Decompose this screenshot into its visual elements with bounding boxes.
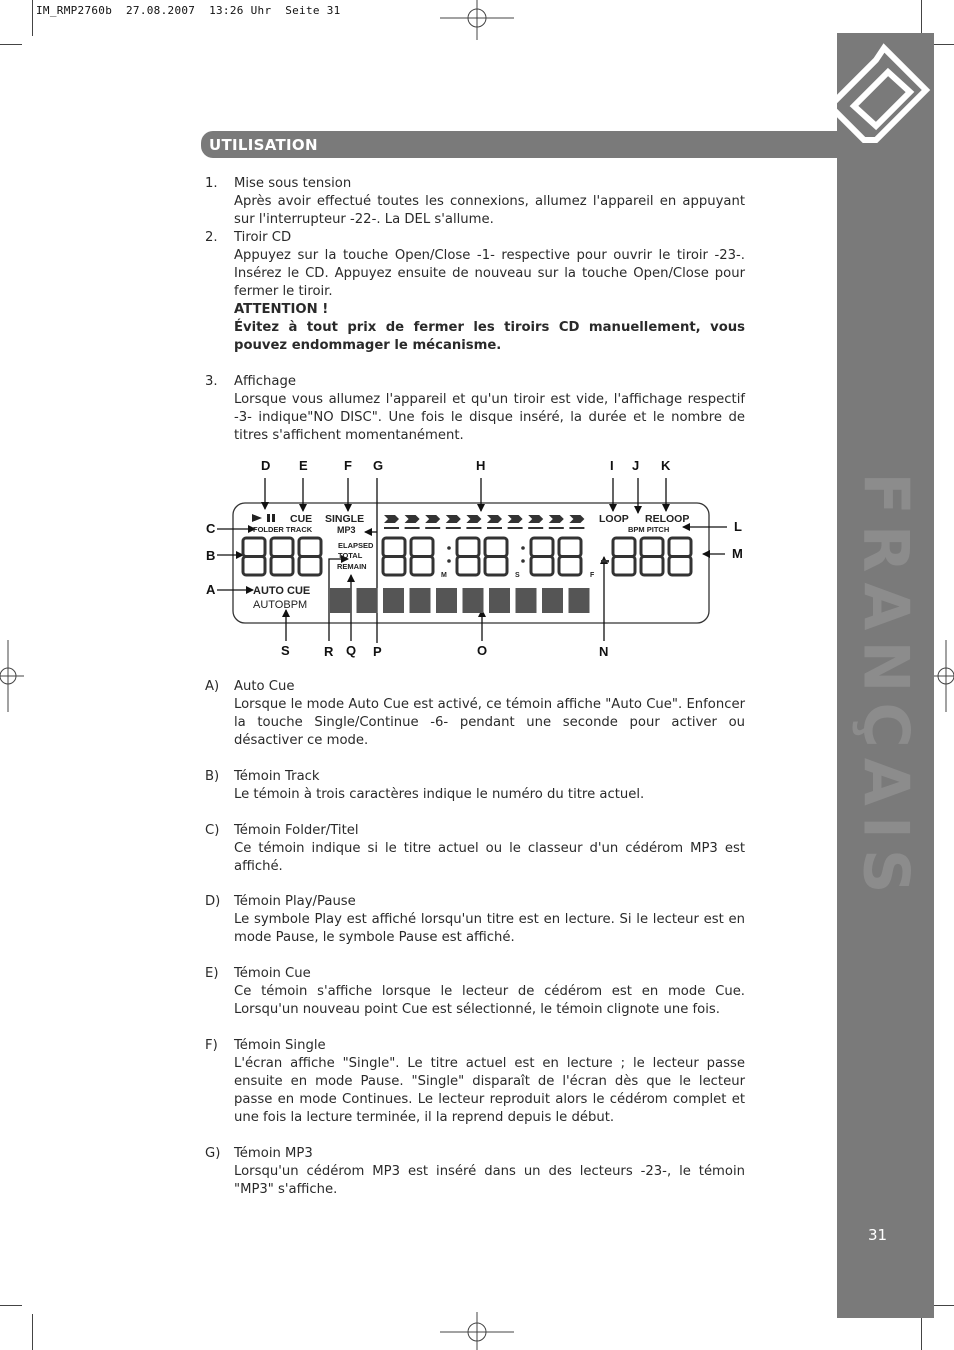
step-title: Affichage (234, 374, 296, 389)
legend-item (205, 678, 745, 750)
legend-item (205, 1145, 745, 1199)
callout-l: L (734, 519, 742, 534)
warning-title: ATTENTION ! (234, 302, 329, 317)
legend-letter: G) (205, 1146, 221, 1161)
legend-item (205, 822, 745, 876)
legend-letter: B) (205, 769, 220, 784)
progress-underline (425, 527, 440, 529)
callout-h: H (476, 458, 486, 473)
lcd-bpm-pitch-label: BPM PITCH (628, 525, 670, 534)
lcd-total-label: TOTAL (338, 551, 363, 560)
callout-a: A (206, 582, 216, 597)
progress-underline (446, 527, 461, 529)
colon-dot (521, 559, 525, 563)
crop-mark (0, 1305, 22, 1306)
registration-mark (0, 640, 24, 712)
legend-text: Ce témoin indique si le titre actuel ou le classeur d'un cédérom MP3 est affiché. (234, 841, 745, 874)
lcd-mp3-label: MP3 (337, 525, 356, 535)
crop-mark (0, 44, 22, 45)
callout-r: R (324, 644, 334, 659)
step-number: 3. (205, 374, 218, 389)
legend-item (205, 965, 745, 1019)
legend-letter: D) (205, 894, 221, 909)
lcd-single-label: SINGLE (325, 513, 365, 525)
legend-title: Témoin Single (234, 1038, 326, 1053)
printer-header: IM_RMP2760b 27.08.2007 13:26 Uhr Seite 31 (36, 4, 341, 17)
callout-s: S (281, 643, 290, 658)
step-title: Mise sous tension (234, 176, 352, 191)
legend-title: Auto Cue (234, 679, 295, 694)
callout-n: N (599, 644, 609, 659)
legend-text: Lorsqu'un cédérom MP3 est inséré dans un des lecteurs -23-, le témoin "MP3" s'affiche. (234, 1164, 745, 1197)
progress-underline (528, 527, 543, 529)
lcd-auto-cue-label: AUTO CUE (253, 585, 311, 597)
callout-e: E (299, 458, 308, 473)
legend-title: Témoin Folder/Titel (234, 823, 359, 838)
legend-letter: F) (205, 1038, 218, 1053)
lcd-auto-bpm-label: AUTOBPM (253, 599, 308, 611)
legend-text: Ce témoin s'affiche lorsque le lecteur de cédérom est en mode Cue. Lorsqu'un nouveau point Cue est sélectionné, le témoin clignote une fois. (234, 984, 745, 1017)
step-text: Après avoir effectué toutes les connexions, allumez l'appareil en appuyant sur l'interrupteur -22-. La DEL s'allume. (234, 194, 745, 227)
step-title: Tiroir CD (234, 230, 292, 245)
callout-m: M (732, 546, 743, 561)
pause-icon (267, 514, 270, 522)
callout-j: J (632, 458, 640, 473)
bar-segment (357, 588, 378, 613)
crop-mark (921, 1314, 922, 1350)
colon-dot (447, 559, 451, 563)
callout-b: B (206, 548, 216, 563)
bar-segment (330, 588, 351, 613)
progress-underline (487, 527, 502, 529)
bar-segment (383, 588, 404, 613)
legend-item (205, 768, 745, 804)
legend-text: Le symbole Play est affiché lorsqu'un titre est en lecture. Si le lecteur est en mode Pause, le symbole Pause est affiché. (234, 912, 745, 945)
callout-c: C (206, 521, 216, 536)
lcd-m-label: M (441, 572, 447, 579)
registration-mark (440, 1312, 514, 1350)
warning-text: Évitez à tout prix de fermer les tiroirs CD manuellement, vous pouvez endommager le mécanisme. (234, 320, 745, 353)
crop-mark (32, 1314, 33, 1350)
crop-mark (932, 1305, 954, 1306)
registration-mark (440, 0, 514, 40)
step-text: Lorsque vous allumez l'appareil et qu'un tiroir est vide, l'affichage respectif -3- indique"NO DISC". Une fois le disque inséré, la durée et le nombre de titres s'affichent momentanément. (234, 392, 745, 443)
step-text: Appuyez sur la touche Open/Close -1- respective pour ouvrir le tiroir -23-. Insérez le CD. Appuyez ensuite de nouveau sur la touche Open/Close pour fermer le tiroir. (234, 248, 745, 299)
progress-underline (549, 527, 564, 529)
legend-title: Témoin MP3 (234, 1146, 313, 1161)
step-item (205, 373, 745, 445)
crop-mark (32, 0, 33, 36)
page-number: 31 (868, 1226, 888, 1244)
callout-k: K (661, 458, 671, 473)
callout-i: I (610, 458, 614, 473)
step-item (205, 175, 745, 229)
lcd-s-label: S (515, 572, 520, 579)
bar-segment (516, 588, 537, 613)
section-title: UTILISATION (209, 136, 318, 154)
callout-q: Q (346, 643, 357, 658)
legend-title: Témoin Cue (234, 966, 311, 981)
step-number: 2. (205, 230, 218, 245)
legend-letter: E) (205, 966, 219, 981)
legend-title: Témoin Track (234, 769, 320, 784)
callout-g: G (373, 458, 384, 473)
progress-underline (384, 527, 399, 529)
bar-segment (569, 588, 590, 613)
decimal-dot (601, 560, 609, 563)
legend-letter: A) (205, 679, 220, 694)
bar-segment (410, 588, 431, 613)
bar-segment (436, 588, 457, 613)
bar-segment (463, 588, 484, 613)
lcd-loop-label: LOOP (599, 513, 629, 525)
callout-o: O (477, 643, 488, 658)
legend-item (205, 1037, 745, 1127)
lcd-folder-track-label: FOLDER TRACK (253, 525, 313, 534)
legend-letter: C) (205, 823, 220, 838)
language-label: FRANÇAIS (849, 472, 923, 904)
bar-segment (542, 588, 563, 613)
progress-underline (405, 527, 420, 529)
progress-underline (466, 527, 481, 529)
step-item (205, 229, 745, 355)
legend-text: L'écran affiche "Single". Le titre actuel est en lecture ; le lecteur passe ensuite en mode Pause. "Single" disparaît de l'écran dès que le lecteur passe en mode Continues. Le lecteur reproduit alors le cédérom complet et une fois la lecture terminée, il la reprend depuis le début. (234, 1056, 745, 1125)
progress-underline (508, 527, 523, 529)
legend-title: Témoin Play/Pause (234, 894, 356, 909)
bar-segment (489, 588, 510, 613)
legend-text: Le témoin à trois caractères indique le numéro du titre actuel. (234, 787, 645, 802)
callout-f: F (344, 458, 352, 473)
lcd-elapsed-label: ELAPSED (338, 541, 374, 550)
callout-d: D (261, 458, 271, 473)
colon-dot (521, 546, 525, 550)
lcd-reloop-label: RELOOP (645, 513, 690, 525)
colon-dot (447, 546, 451, 550)
pause-icon (272, 514, 275, 522)
callout-p: P (373, 644, 382, 659)
lcd-cue-label: CUE (290, 513, 313, 525)
step-number: 1. (205, 176, 218, 191)
legend-item (205, 893, 745, 947)
lcd-display-diagram (195, 453, 755, 668)
lcd-f-label: F (590, 572, 595, 579)
lcd-remain-label: REMAIN (337, 562, 367, 571)
progress-underline (569, 527, 584, 529)
legend-text: Lorsque le mode Auto Cue est activé, ce témoin affiche "Auto Cue". Enfoncer la touche Single/Continue -6- pendant une seconde pour activer ou désactiver ce mode. (234, 697, 745, 748)
